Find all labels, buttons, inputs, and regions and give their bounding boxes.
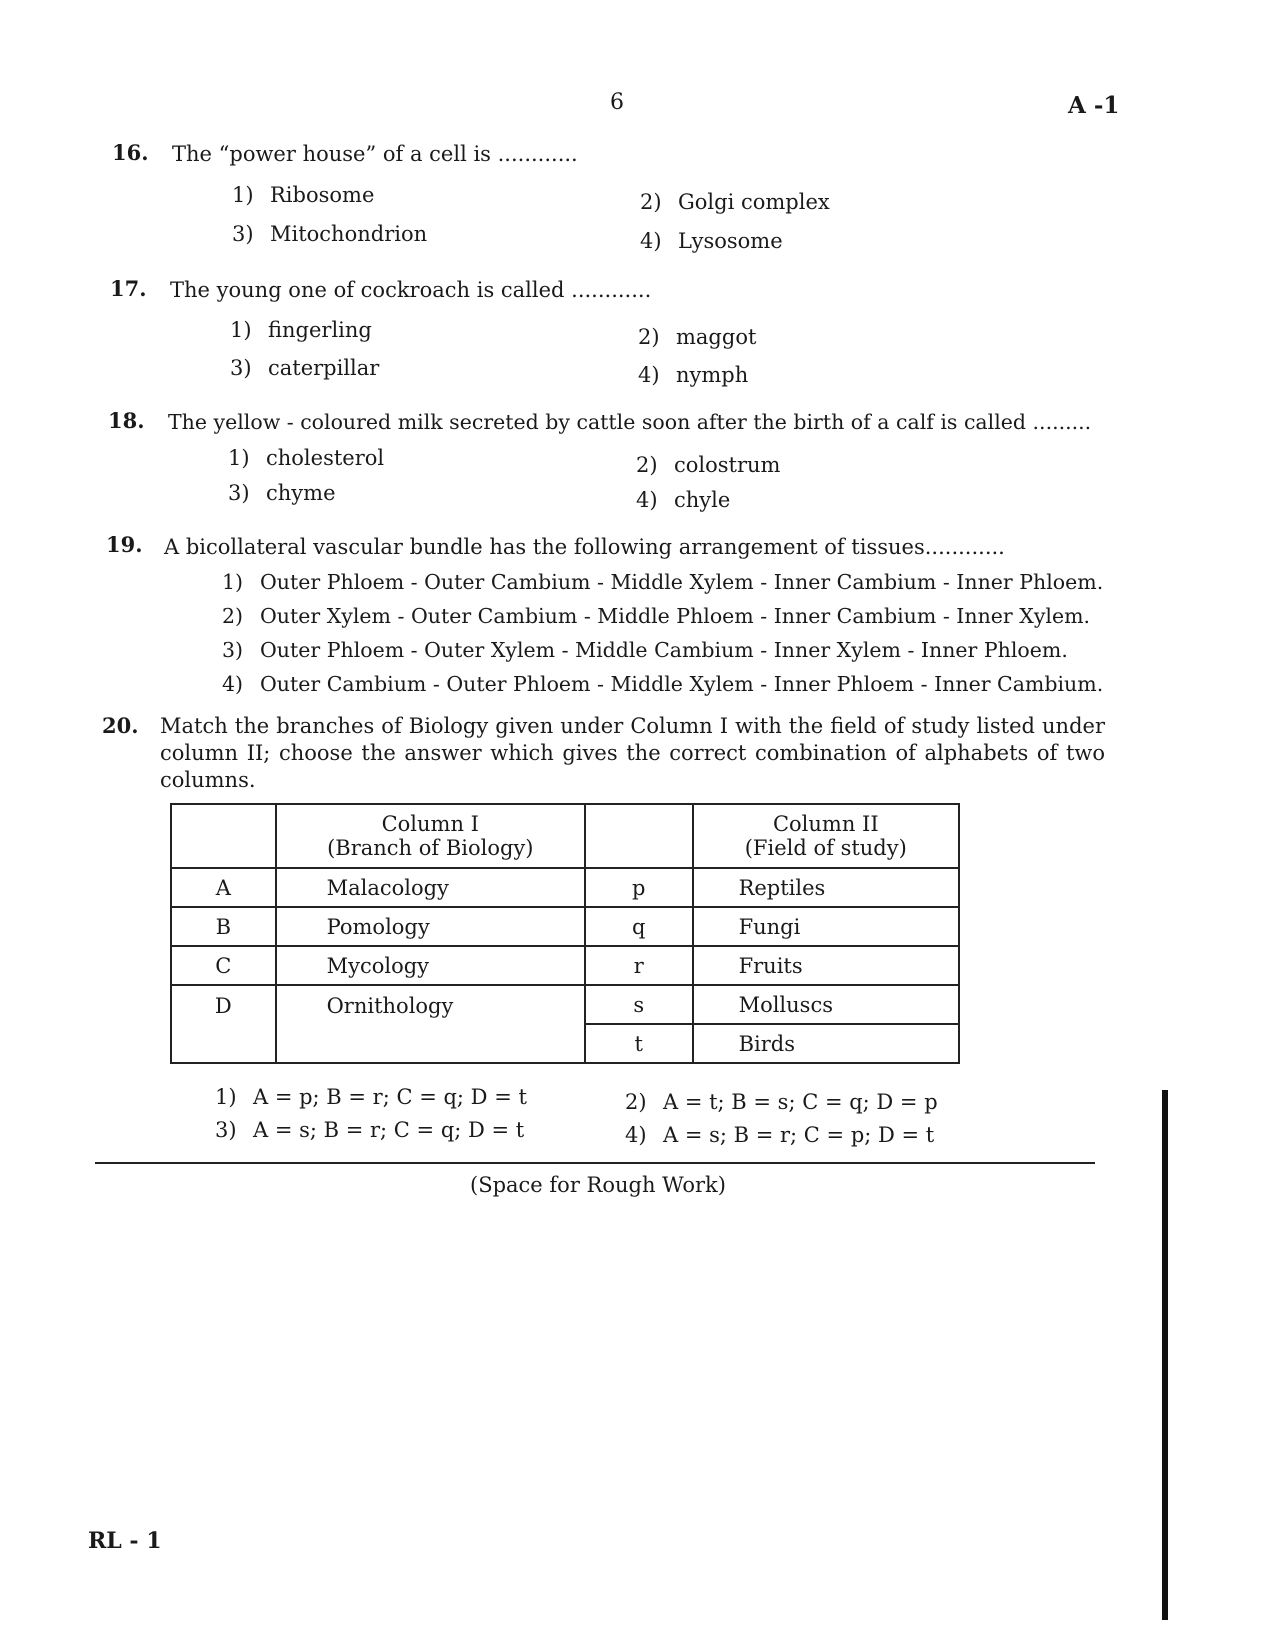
option-text: Golgi complex xyxy=(678,190,830,214)
option-text: Outer Phloem - Outer Xylem - Middle Cambium - Inner Xylem - Inner Phloem. xyxy=(260,638,1068,662)
option xyxy=(636,453,780,477)
option xyxy=(222,672,1103,696)
row-key-1: B xyxy=(171,907,276,946)
question-text: The “power house” of a cell is ............ xyxy=(172,142,578,166)
option-text: A = t; B = s; C = q; D = p xyxy=(663,1090,938,1114)
option xyxy=(222,604,1090,628)
option-text: Mitochondrion xyxy=(270,222,428,246)
table-header-row xyxy=(171,804,959,868)
question-text: Match the branches of Biology given under Column I with the field of study listed under column II; choose the answer which gives the correct combination of alphabets of two columns. xyxy=(160,714,1105,792)
option-number: 3) xyxy=(232,222,254,246)
option-text: A = p; B = r; C = q; D = t xyxy=(253,1085,527,1109)
option-text: nymph xyxy=(676,363,749,387)
table-cell xyxy=(171,804,276,868)
option-number: 4) xyxy=(636,488,658,512)
row-value-1: Malacology xyxy=(276,868,585,907)
option xyxy=(228,481,336,505)
column1-subtitle: (Branch of Biology) xyxy=(327,836,534,860)
option-number: 3) xyxy=(215,1118,237,1142)
row-key-2: p xyxy=(585,868,693,907)
table-cell xyxy=(585,804,693,868)
column2-header xyxy=(693,804,959,868)
option xyxy=(625,1090,938,1114)
option xyxy=(222,570,1103,594)
option-number: 2) xyxy=(636,453,658,477)
column2-title: Column II xyxy=(772,812,879,836)
question-text: The yellow - coloured milk secreted by cattle soon after the birth of a calf is called ......... xyxy=(168,410,1092,434)
option-number: 1) xyxy=(222,570,244,594)
option xyxy=(232,183,374,207)
question-text: The young one of cockroach is called ............ xyxy=(170,278,652,302)
question-number: 19. xyxy=(106,532,143,557)
option-number: 1) xyxy=(215,1085,237,1109)
page-number: 6 xyxy=(610,90,624,115)
option xyxy=(625,1123,934,1147)
option xyxy=(222,638,1068,662)
option-text: A = s; B = r; C = q; D = t xyxy=(253,1118,525,1142)
row-value-1: Pomology xyxy=(276,907,585,946)
option-text: Outer Phloem - Outer Cambium - Middle Xylem - Inner Cambium - Inner Phloem. xyxy=(260,570,1104,594)
option-text: chyle xyxy=(674,488,731,512)
option-text: Lysosome xyxy=(678,229,783,253)
option-number: 2) xyxy=(625,1090,647,1114)
option-text: chyme xyxy=(266,481,336,505)
row-value-2: Reptiles xyxy=(693,868,959,907)
option-number: 3) xyxy=(230,356,252,380)
row-value-2: Fungi xyxy=(693,907,959,946)
option xyxy=(230,318,372,342)
option-number: 2) xyxy=(640,190,662,214)
option xyxy=(215,1118,524,1142)
divider-rule xyxy=(95,1162,1095,1164)
option-number: 4) xyxy=(222,672,244,696)
option xyxy=(232,222,427,246)
option-number: 2) xyxy=(222,604,244,628)
table-row xyxy=(171,985,959,1024)
rough-work-label: (Space for Rough Work) xyxy=(470,1173,726,1197)
paper-code: A -1 xyxy=(1068,92,1120,119)
match-table xyxy=(170,803,960,1064)
option xyxy=(636,488,730,512)
option-number: 1) xyxy=(228,446,250,470)
table-row xyxy=(171,868,959,907)
column1-title: Column I xyxy=(381,812,479,836)
option-text: cholesterol xyxy=(266,446,385,470)
option xyxy=(230,356,379,380)
option-text: Ribosome xyxy=(270,183,375,207)
option xyxy=(640,190,830,214)
option xyxy=(215,1085,527,1109)
row-key-1: A xyxy=(171,868,276,907)
option-text: Outer Xylem - Outer Cambium - Middle Phloem - Inner Cambium - Inner Xylem. xyxy=(260,604,1091,628)
row-key-2: s xyxy=(585,985,693,1024)
row-key-1: C xyxy=(171,946,276,985)
footer-code: RL - 1 xyxy=(88,1528,162,1554)
option-number: 1) xyxy=(230,318,252,342)
row-value-1: Ornithology xyxy=(276,985,585,1063)
question-text: A bicollateral vascular bundle has the following arrangement of tissues............ xyxy=(164,535,1005,559)
option-text: Outer Cambium - Outer Phloem - Middle Xylem - Inner Phloem - Inner Cambium. xyxy=(260,672,1104,696)
scan-margin-bar xyxy=(1162,1090,1168,1620)
option-number: 1) xyxy=(232,183,254,207)
option-number: 4) xyxy=(638,363,660,387)
option-text: caterpillar xyxy=(268,356,380,380)
option-number: 3) xyxy=(222,638,244,662)
row-value-2: Birds xyxy=(693,1024,959,1063)
option xyxy=(228,446,384,470)
option-number: 3) xyxy=(228,481,250,505)
row-value-2: Molluscs xyxy=(693,985,959,1024)
option-text: fingerling xyxy=(268,318,372,342)
option-number: 4) xyxy=(640,229,662,253)
option-text: A = s; B = r; C = p; D = t xyxy=(663,1123,935,1147)
option xyxy=(640,229,783,253)
option-text: colostrum xyxy=(674,453,781,477)
table-row xyxy=(171,946,959,985)
question-number: 16. xyxy=(112,140,149,165)
question-number: 20. xyxy=(102,713,139,738)
row-key-2: r xyxy=(585,946,693,985)
row-value-2: Fruits xyxy=(693,946,959,985)
option xyxy=(638,325,756,349)
question-number: 17. xyxy=(110,276,147,301)
column1-header xyxy=(276,804,585,868)
option xyxy=(638,363,748,387)
row-key-2: t xyxy=(585,1024,693,1063)
option-text: maggot xyxy=(676,325,757,349)
row-key-1: D xyxy=(171,985,276,1063)
column2-subtitle: (Field of study) xyxy=(744,836,907,860)
row-value-1: Mycology xyxy=(276,946,585,985)
question-number: 18. xyxy=(108,408,145,433)
row-key-2: q xyxy=(585,907,693,946)
option-number: 4) xyxy=(625,1123,647,1147)
option-number: 2) xyxy=(638,325,660,349)
table-row xyxy=(171,907,959,946)
